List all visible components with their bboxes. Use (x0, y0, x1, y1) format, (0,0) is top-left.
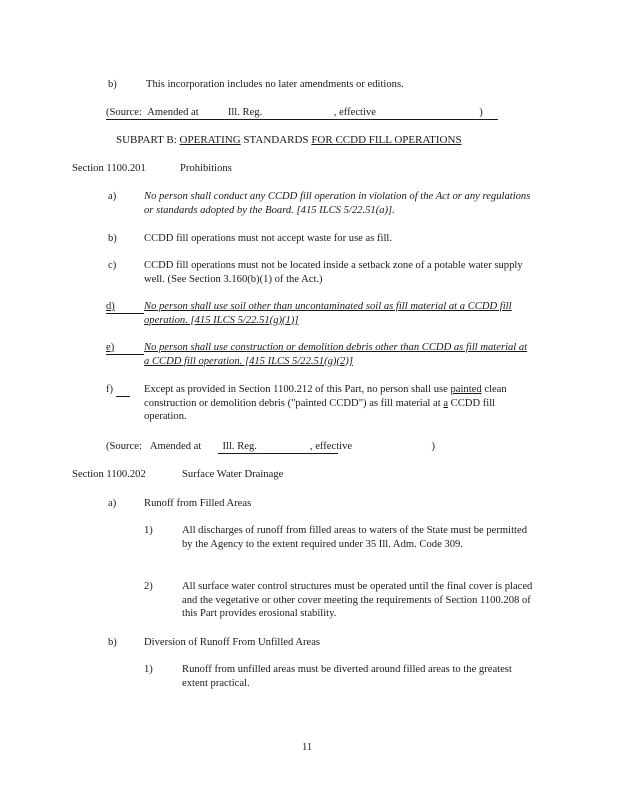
subitem-b1-text: Runoff from unfilled areas must be diverted around filled areas to the greatest extent practical. (182, 664, 512, 689)
subitem-a2-label: 2) (144, 581, 153, 592)
item-f-gap-underline (116, 396, 130, 397)
source-underline-1 (106, 119, 498, 120)
subsection-b-label: b) (108, 637, 117, 648)
item-label-b-prev: b) (108, 79, 117, 90)
page-number: 11 (302, 742, 313, 753)
item-text-b: CCDD fill operations must not accept waste for use as fill. (144, 233, 393, 244)
section-201-title: Prohibitions (180, 163, 232, 174)
item-label-a: a) (108, 191, 117, 202)
section-202-title: Surface Water Drainage (182, 469, 284, 480)
item-label-e: e) (106, 342, 115, 353)
subitem-a1-label: 1) (144, 525, 153, 536)
subitem-b1-label: 1) (144, 664, 153, 675)
subpart-heading: SUBPART B: OPERATING STANDARDS FOR CCDD FILL OPERATIONS (116, 134, 462, 146)
subsection-a-label: a) (108, 498, 117, 509)
item-text-e: No person shall use construction or demolition debris other than CCDD as fill material at a CCDD fill operation. [415 ILCS 5/22.51(g)(2)] (144, 342, 528, 367)
source-underline-2 (218, 453, 338, 454)
subsection-b-title: Diversion of Runoff From Unfilled Areas (144, 637, 321, 648)
item-label-b: b) (108, 233, 117, 244)
source-note-2: (Source: Amended at Ill. Reg. , effective ) (106, 441, 436, 452)
item-text-b-prev: This incorporation includes no later amendments or editions. (146, 79, 404, 90)
subsection-a-title: Runoff from Filled Areas (144, 498, 252, 509)
item-label-c: c) (108, 260, 117, 271)
subitem-a1-text: All discharges of runoff from filled areas to waters of the State must be permitted by the Agency to the extent required under 35 Ill. Adm. Code 309. (182, 525, 527, 550)
item-e-gap-underline (106, 354, 144, 355)
item-text-c: CCDD fill operations must not be located inside a setback zone of a potable water supply well. (See Section 3.160(b)(1) of the Act.) (144, 260, 523, 285)
item-text-d: No person shall use soil other than uncontaminated soil as fill material at a CCDD fill operation. [415 ILCS 5/22.51(g)(1)] (144, 301, 512, 326)
item-text-a: No person shall conduct any CCDD fill operation in violation of the Act or any regulations or standards adopted by the Board. [415 ILCS 5/22.51(a)]. (144, 191, 531, 216)
source-note-1: (Source: Amended at Ill. Reg. , effective ) (106, 107, 483, 118)
item-label-d: d) (106, 301, 115, 312)
subitem-a2-text: All surface water control structures must be operated until the final cover is placed and the vegetative or other cover meeting the requirements of Section 1100.208 of this Part provides erosional stability. (182, 581, 533, 620)
item-text-f: Except as provided in Section 1100.212 of this Part, no person shall use painted clean construction or demolition debris ("painted CCDD") as fill material at a CCDD fill operation. (144, 384, 507, 423)
item-d-gap-underline (106, 313, 144, 314)
section-201-number: Section 1100.201 (72, 163, 146, 174)
section-202-number: Section 1100.202 (72, 469, 146, 480)
item-label-f: f) (106, 384, 114, 395)
